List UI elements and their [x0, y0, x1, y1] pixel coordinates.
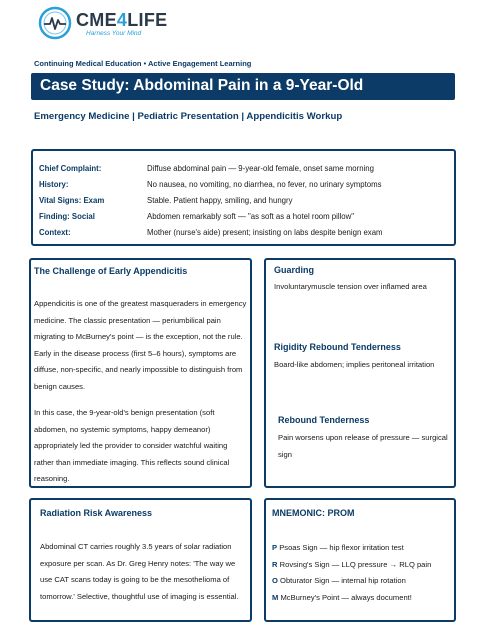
- mnemonic-text: Obturator Sign — internal hip rotation: [280, 576, 406, 585]
- heartbeat-circle-icon: [38, 6, 72, 40]
- mnemonic-letter: R: [272, 559, 278, 569]
- fact-value-finding: Abdomen remarkably soft — "as soft as a hotel room pillow": [147, 212, 355, 221]
- fact-label-finding: Finding: Social: [39, 212, 95, 221]
- brand-tagline: Harness Your Mind: [86, 30, 142, 37]
- fact-row: [33, 228, 454, 244]
- brand-name: CME4LIFE: [76, 10, 168, 30]
- page-title: Case Study: Abdominal Pain in a 9-Year-Old: [40, 77, 364, 94]
- radiation-section: [29, 498, 252, 622]
- mnemonic-text: McBurney's Point — always document!: [280, 592, 412, 602]
- fact-row: [33, 212, 454, 228]
- fact-value-history: No nausea, no vomiting, no diarrhea, no fever, no urinary symptoms: [147, 180, 382, 189]
- title-banner: [31, 73, 455, 100]
- fact-value-vital-signs: Stable. Patient happy, smiling, and hungry: [147, 196, 293, 205]
- sign-title-rigidity: Rigidity Rebound Tenderness: [274, 342, 401, 352]
- fact-row: [33, 164, 454, 180]
- sign-description-rigidity: Board-like abdomen; implies peritoneal irritation: [274, 360, 435, 369]
- radiation-title: Radiation Risk Awareness: [40, 508, 153, 518]
- fact-label-vital-signs: Vital Signs: Exam: [39, 196, 105, 205]
- sign-title-rebound: Rebound Tenderness: [278, 415, 370, 425]
- brand-logo: [38, 6, 178, 40]
- clinical-signs-section: [264, 258, 456, 488]
- fact-row: [33, 196, 454, 212]
- mnemonic-title: MNEMONIC: PROM: [272, 508, 355, 518]
- mnemonic-section: [264, 498, 456, 622]
- challenge-paragraph-2: In this case, the 9-year-old's benign presentation (soft abdomen, no systemic symptoms, happy demeanor) appropriately led the provider to consider watchful waiting rather than immediate imaging. This reflects sound clinical reasoning.: [34, 408, 230, 483]
- mnemonic-letter: P: [272, 543, 278, 552]
- fact-value-context: Mother (nurse's aide) present; insisting on labs despite benign exam: [147, 228, 383, 237]
- challenge-section: [29, 258, 252, 488]
- mnemonic-list: [272, 540, 454, 606]
- challenge-paragraph-1: Appendicitis is one of the greatest masqueraders in emergency medicine. The classic presentation — periumbilical pain migrating to McBurney's point — is the exception, not the rule. Early in the disease process (first 5–6 hours), symptoms are diffuse, non-specific, and nearly impossible to distinguish from benign causes.: [34, 299, 247, 391]
- sign-description-rebound: Pain worsens upon release of pressure — surgical sign: [278, 433, 448, 459]
- fact-value-chief-complaint: Diffuse abdominal pain — 9-year-old female, onset same morning: [147, 164, 374, 173]
- mnemonic-text: Rovsing's Sign — LLQ pressure → RLQ pain: [279, 559, 432, 569]
- fact-row: [33, 180, 454, 196]
- radiation-text: Abdominal CT carries roughly 3.5 years of solar radiation exposure per scan. As Dr. Greg Henry notes: 'The way we use CAT scans today is going to be the mesothelioma of tomorrow.' Selective, thoughtful use of imaging is essential.: [40, 542, 239, 601]
- fact-label-history: History:: [39, 180, 69, 189]
- mnemonic-letter: M: [272, 592, 279, 602]
- case-facts-box: [31, 149, 456, 246]
- mnemonic-letter: O: [272, 576, 278, 585]
- list-item: [272, 540, 454, 557]
- list-item: [272, 590, 454, 607]
- fact-label-context: Context:: [39, 228, 71, 237]
- header-kicker: Continuing Medical Education • Active Engagement Learning: [34, 59, 252, 68]
- page-subtitle: Emergency Medicine | Pediatric Presentation | Appendicitis Workup: [34, 111, 343, 122]
- sign-title-guarding: Guarding: [274, 265, 314, 275]
- list-item: [272, 557, 454, 574]
- list-item: [272, 573, 454, 590]
- challenge-title: The Challenge of Early Appendicitis: [34, 266, 188, 276]
- sign-description-guarding: Involuntarymuscle tension over inflamed area: [274, 282, 427, 291]
- fact-label-chief-complaint: Chief Complaint:: [39, 164, 102, 173]
- mnemonic-text: Psoas Sign — hip flexor irritation test: [279, 543, 404, 552]
